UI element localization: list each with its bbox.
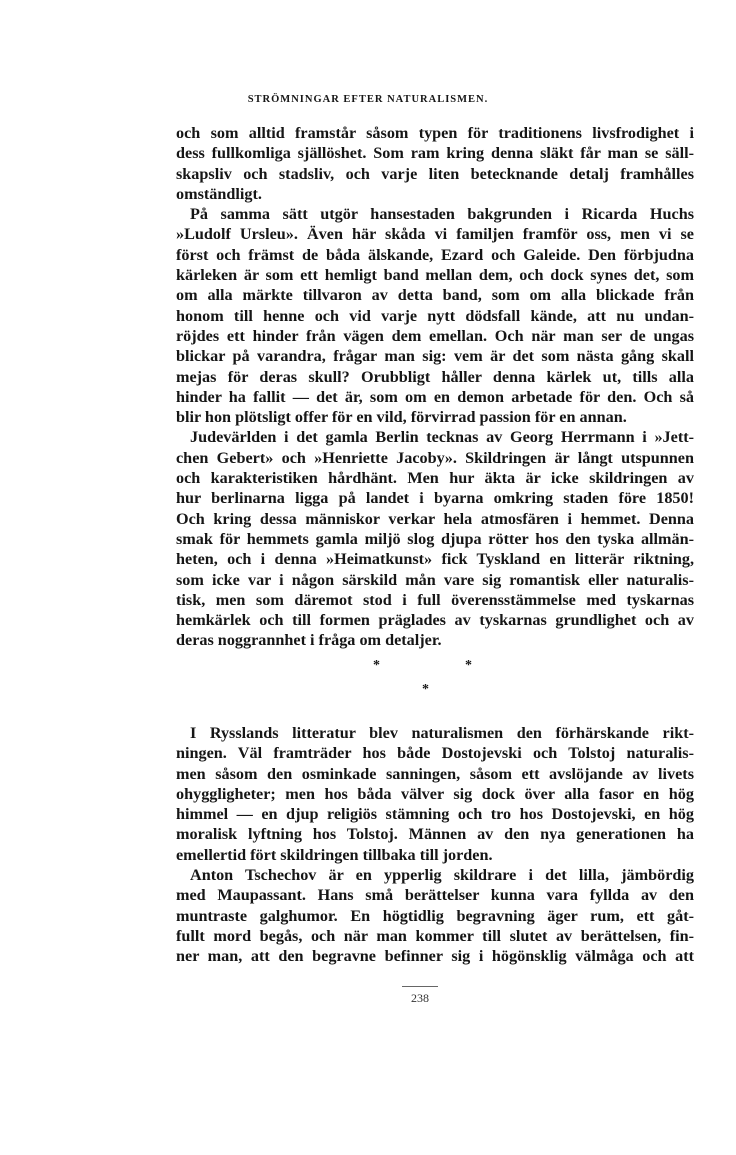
text-line: hur berlinarna ligga på landet i byarna omkring staden före 1850!: [176, 489, 694, 508]
text-line: ningen. Väl framträder hos både Dostojevski och Tolstoj naturalis-: [176, 744, 694, 763]
text-line: tisk, men som däremot stod i full överensstämmelse med tyskarnas: [176, 590, 694, 609]
text-line: chen Gebert» och »Henriette Jacoby». Skildringen är långt utspunnen: [176, 448, 694, 467]
text-line: dess fullkomliga själlöshet. Som ram kring denna släkt får man se säll-: [176, 144, 694, 163]
text-line: först och främst de båda älskande, Ezard och Galeide. Den förbjudna: [176, 245, 694, 264]
text-line: emellertid fört skildringen tillbaka till jorden.: [176, 845, 493, 864]
text-line: skapsliv och stadsliv, och varje liten betecknande detalj framhålles: [176, 164, 694, 183]
text-line: blickar på varandra, frågar man sig: vem är det som nästa gång skall: [176, 347, 694, 366]
text-line: heten, och i denna »Heimatkunst» fick Tyskland en litterär riktning,: [176, 550, 694, 569]
text-line: men såsom den osminkade sanningen, såsom ett avslöjande av livets: [176, 764, 694, 783]
page-number: 238: [411, 991, 429, 1005]
text-line: kärleken är som ett hemligt band mellan dem, och dock synes det, som: [176, 266, 694, 285]
text-line: På samma sätt utgör hansestaden bakgrunden i Ricarda Huchs: [190, 205, 694, 224]
text-line: om alla märkte tillvaron av detta band, som om alla blickade från: [176, 286, 694, 305]
text-block-germany: [176, 123, 694, 651]
text-line: Och kring dessa människor verkar hela atmosfären i hemmet. Denna: [176, 509, 694, 528]
running-header: STRÖMNINGAR EFTER NATURALISMEN.: [247, 94, 489, 105]
text-line: smak för hemmets gamla miljö slog djupa rötter hos den tyska allmän-: [176, 529, 694, 548]
text-line: Anton Tschechov är en ypperlig skildrare i det lilla, jämbördig: [190, 866, 694, 885]
text-line: muntraste galghumor. En högtidlig begravning äger rum, ett gåt-: [176, 906, 694, 925]
text-line: I Rysslands litteratur blev naturalismen den förhärskande rikt-: [190, 724, 694, 742]
text-line: honom till henne och vid varje nytt dödsfall kände, att nu undan-: [176, 306, 694, 325]
text-line: ner man, att den begravne befinner sig i högönsklig välmåga och att: [176, 947, 694, 966]
section-break: [0, 658, 736, 698]
section-break-star: *: [465, 658, 472, 673]
text-line: himmel — en djup religiös stämning och tro hos Dostojevski, en hög: [176, 805, 694, 824]
section-break-star: *: [422, 682, 429, 697]
text-line: med Maupassant. Hans små berättelser kunna vara fyllda av den: [176, 886, 694, 905]
text-line: moralisk lyftning hos Tolstoj. Männen av den nya generationen ha: [176, 825, 694, 844]
text-line: Judevärlden i det gamla Berlin tecknas av Georg Herrmann i »Jett-: [190, 428, 694, 447]
text-line: som icke var i någon särskild mån vare sig romantisk eller naturalis-: [176, 570, 694, 589]
text-block-russia: [176, 723, 694, 967]
text-line: mejas för deras skull? Orubbligt håller denna kärlek ut, tills alla: [176, 367, 694, 386]
text-line: röjdes ett hinder från vägen dem emellan. Och när man ser de ungas: [176, 326, 694, 345]
text-line: hinder ha fallit — det är, som om en demon arbetade för den. Och så: [176, 387, 694, 406]
text-line: omständligt.: [176, 184, 262, 203]
text-line: deras noggrannhet i fråga om detaljer.: [176, 631, 442, 650]
text-line: och som alltid framstår såsom typen för traditionens livsfrodighet i: [176, 124, 694, 142]
text-line: ohyggligheter; men hos båda välver sig dock över alla fasor en hög: [176, 784, 694, 803]
text-line: »Ludolf Ursleu». Även här skåda vi familjen framför oss, men vi se: [176, 225, 694, 244]
text-line: blir hon plötsligt offer för en vild, förvirrad passion för en annan.: [176, 408, 627, 427]
page-number-rule: [402, 986, 438, 987]
text-line: fullt mord begås, och när man kommer till slutet av berättelsen, fin-: [176, 926, 694, 945]
text-line: hemkärlek och till formen präglades av tyskarnas grundlighet och av: [176, 611, 694, 630]
section-break-star: *: [373, 658, 380, 673]
text-line: och karakteristiken hårdhänt. Men hur äkta är icke skildringen av: [176, 469, 694, 488]
